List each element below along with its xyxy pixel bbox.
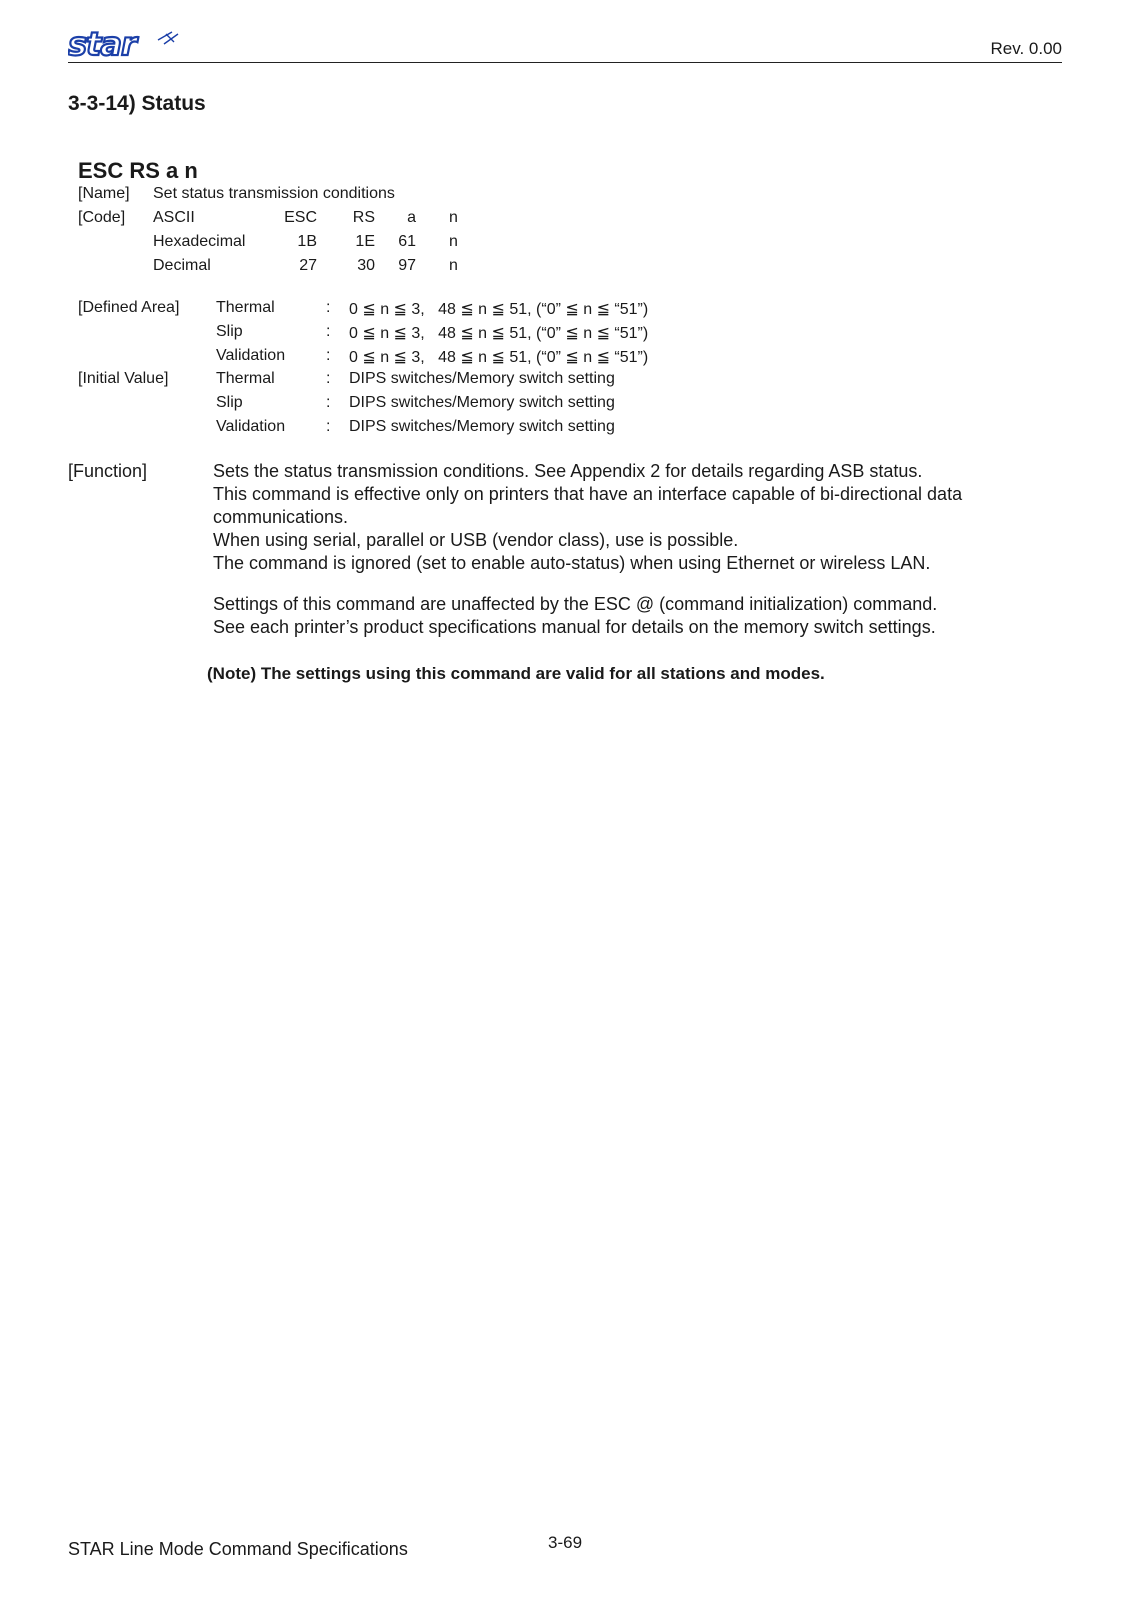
separator: : — [326, 299, 331, 316]
initial-value: DIPS switches/Memory switch setting — [349, 370, 615, 387]
station-label: Validation — [216, 347, 286, 364]
svg-text:star: star — [68, 28, 136, 62]
code-cell: 1E — [355, 233, 375, 250]
function-note: (Note) The settings using this command are valid for all stations and modes. — [207, 664, 825, 683]
code-cell: RS — [352, 209, 375, 226]
range-value: 0 ≦ n ≦ 3, 48 ≦ n ≦ 51, (“0” ≦ n ≦ “51”) — [349, 301, 649, 318]
function-line: This command is effective only on printers that have an interface capable of bi-directional data — [213, 484, 963, 504]
function-line: See each printer’s product specifications manual for details on the memory switch settings. — [213, 617, 936, 637]
function-line: Sets the status transmission conditions. See Appendix 2 for details regarding ASB status. — [213, 461, 923, 481]
separator: : — [326, 323, 331, 340]
station-label: Thermal — [216, 370, 275, 387]
code-cell: 1B — [297, 233, 317, 250]
initial-value: DIPS switches/Memory switch setting — [349, 394, 615, 411]
code-cell: a — [407, 209, 416, 226]
page-number: 3-69 — [548, 1533, 583, 1552]
range-value: 0 ≦ n ≦ 3, 48 ≦ n ≦ 51, (“0” ≦ n ≦ “51”) — [349, 325, 649, 342]
code-cell: 30 — [357, 257, 375, 274]
code-cell: n — [449, 233, 458, 250]
header-divider — [68, 62, 1062, 63]
separator: : — [326, 418, 331, 435]
function-label: [Function] — [68, 461, 148, 481]
station-label: Slip — [216, 394, 243, 411]
function-line: Settings of this command are unaffected by the ESC @ (command initialization) command. — [213, 594, 938, 614]
code-row-label: ASCII — [153, 209, 195, 226]
station-label: Validation — [216, 418, 286, 435]
code-row-label: Decimal — [153, 257, 211, 274]
star-logo — [68, 28, 180, 62]
code-cell: 97 — [398, 257, 416, 274]
code-cell: 27 — [299, 257, 317, 274]
station-label: Thermal — [216, 299, 275, 316]
function-line: When using serial, parallel or USB (vendor class), use is possible. — [213, 530, 739, 550]
initial-value: DIPS switches/Memory switch setting — [349, 418, 615, 435]
function-line: communications. — [213, 507, 349, 527]
function-line: The command is ignored (set to enable auto-status) when using Ethernet or wireless LAN. — [213, 553, 931, 573]
defined-area-label: [Defined Area] — [78, 299, 180, 316]
separator: : — [326, 394, 331, 411]
code-cell: n — [449, 209, 458, 226]
section-title: 3-3-14) Status — [68, 92, 206, 115]
range-value: 0 ≦ n ≦ 3, 48 ≦ n ≦ 51, (“0” ≦ n ≦ “51”) — [349, 349, 649, 366]
initial-value-label: [Initial Value] — [78, 370, 169, 387]
command-title: ESC RS a n — [78, 158, 198, 183]
code-label: [Code] — [78, 209, 126, 226]
separator: : — [326, 370, 331, 387]
footer-document-title: STAR Line Mode Command Specifications — [68, 1539, 408, 1559]
separator: : — [326, 347, 331, 364]
name-value: Set status transmission conditions — [153, 185, 395, 202]
revision-label: Rev. 0.00 — [990, 39, 1062, 58]
code-cell: 61 — [398, 233, 416, 250]
station-label: Slip — [216, 323, 243, 340]
code-cell: ESC — [284, 209, 317, 226]
code-cell: n — [449, 257, 458, 274]
name-label: [Name] — [78, 185, 130, 202]
code-row-label: Hexadecimal — [153, 233, 246, 250]
